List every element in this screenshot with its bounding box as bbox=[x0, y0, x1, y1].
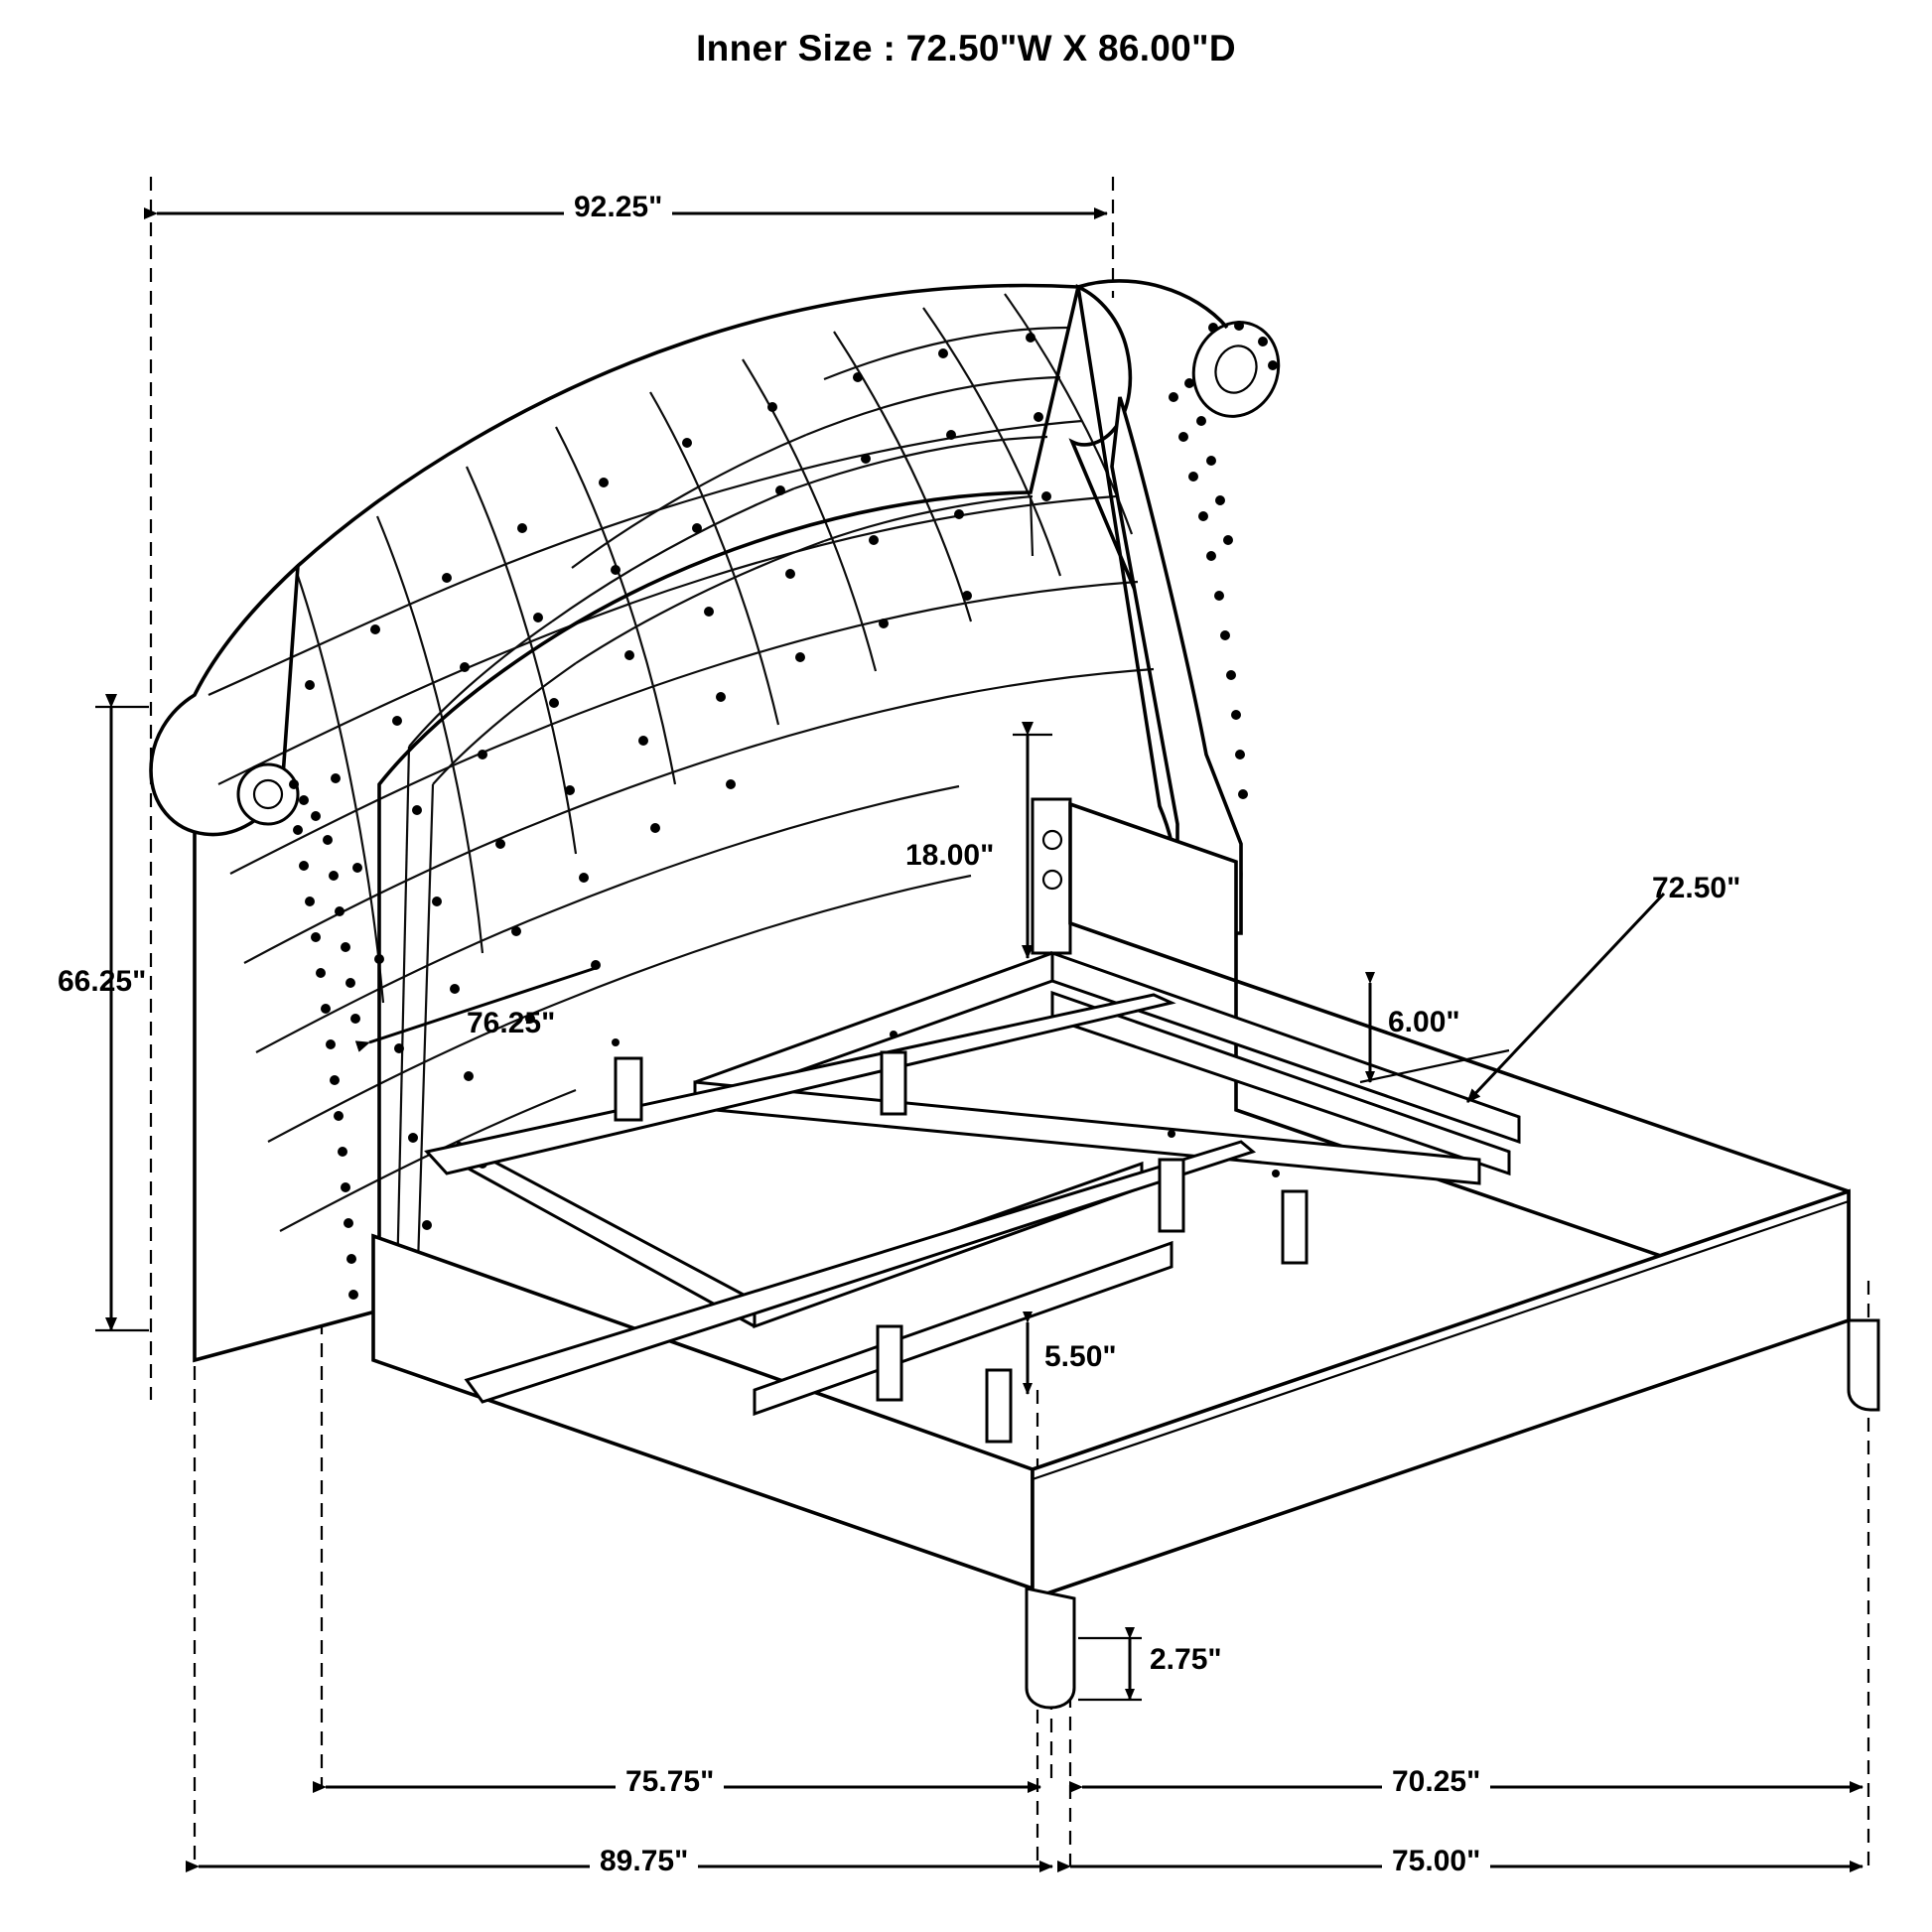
bed-frame bbox=[373, 799, 1878, 1708]
label-66-25: 66.25" bbox=[58, 965, 147, 998]
dim-72-50-leader bbox=[1467, 894, 1664, 1102]
dim-2-75 bbox=[1078, 1638, 1142, 1700]
label-76-25: 76.25" bbox=[467, 1007, 556, 1039]
left-scroll-roll bbox=[151, 566, 298, 835]
label-5-50: 5.50" bbox=[1044, 1340, 1117, 1373]
label-70-25: 70.25" bbox=[1382, 1765, 1490, 1799]
label-75-75: 75.75" bbox=[616, 1765, 724, 1799]
label-6-00: 6.00" bbox=[1388, 1006, 1460, 1038]
dim-66-25 bbox=[95, 707, 149, 1330]
label-89-75: 89.75" bbox=[590, 1845, 698, 1878]
label-92-25: 92.25" bbox=[564, 191, 672, 224]
page-title: Inner Size : 72.50"W X 86.00"D bbox=[696, 28, 1236, 69]
label-72-50: 72.50" bbox=[1652, 872, 1741, 904]
label-18-00: 18.00" bbox=[905, 839, 995, 872]
label-2-75: 2.75" bbox=[1150, 1643, 1222, 1676]
label-75-00: 75.00" bbox=[1382, 1845, 1490, 1878]
